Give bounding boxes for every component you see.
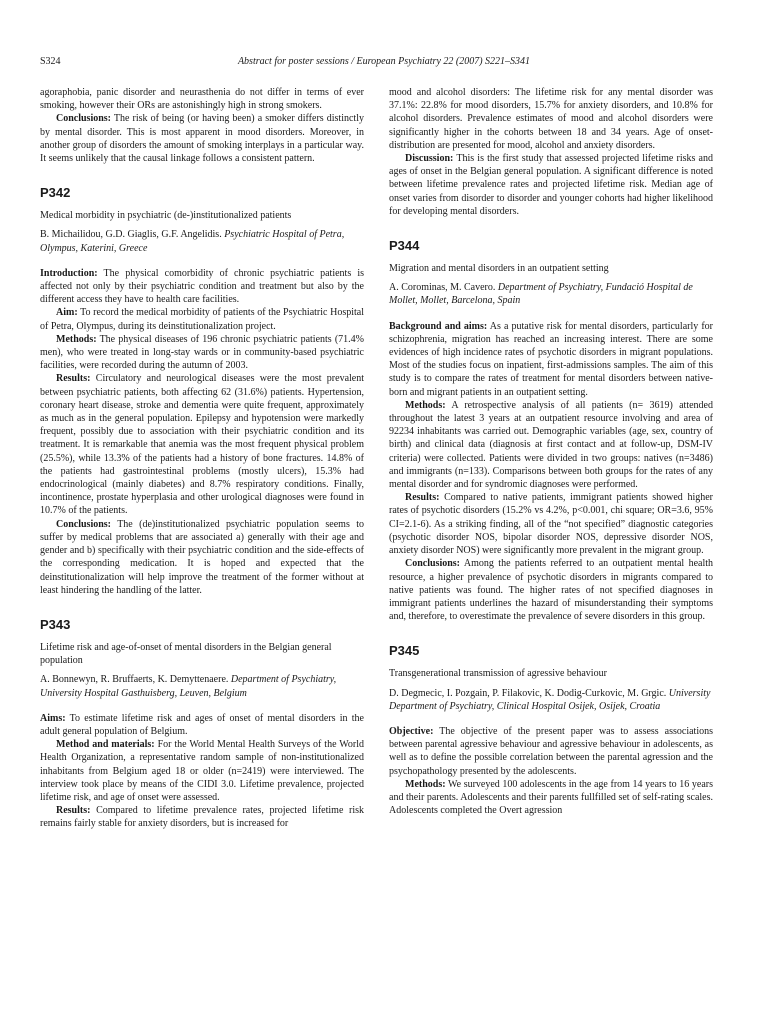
section-label: Methods: [56,333,97,345]
left-column [40,86,364,831]
section-text: The (de)institutionalized psychiatric population seems to suffer by medical problems that are associated a) generally with their age and gender and b) specifically with their psychiatric condition and the side-effects of the corresponding medication. It is hoped and expected that the deinstitutionalization will help improve the treatment of the former without at least hindering the handling of the latter. [40,518,364,596]
author-affiliation: Department of Psychiatry, University Hospital Gasthuisberg, Leuven, Belgium [40,674,337,699]
abstract-title: Transgenerational transmission of agressive behaviour [389,668,607,680]
running-header [40,56,728,70]
section-text: A retrospective analysis of all patients (n= 3619) attended throughout the latest 3 years at an outpatient resource involving and area of 92234 inhabitants was carried out. Demographic variables (age, sex, country of birth) and clinical data (diagnosis at first contact and at follow-up, DSM-IV criteria) were collected. Patients were divided in two groups: natives (n=3486) and immigrants (n=133). Comparisons between both groups for the rates of any mental disorder and for syndromic diagnoses were performed. [389,399,713,491]
methods-paragraph [40,738,364,804]
right-column [389,86,713,817]
section-text: The objective of the present paper was to assess associations between parental agressive behaviour and agressive behaviour in adolescents, as well as to define the possible correlation between the parental agression and the psychopathology presented by the adolescents. [389,725,713,777]
section-label: Conclusions: [56,518,112,530]
section-text: For the World Mental Health Surveys of the World Health Organization, a representative random sample of non-institutionalized inhabitants from Belgium aged 18 or older (n=2419) were interviewed. The interview took place by means of the CIDI 3.0. Lifetime prevalence, projected lifetime risk, and age of onset were assessed. [40,739,364,803]
author-affiliation: Department of Psychiatry, Fundació Hospital de Mollet, Mollet, Barcelona, Spain [389,282,693,307]
section-text: The risk of being (or having been) a smoker differs distinctly by mental disorder. This is most apparent in mood disorders. Moreover, in another group of disorders the amount of smoking interplays in a particular way. It seems unlikely that the causal linkage follows a consistent pattern. [40,113,364,165]
conclusions-paragraph [40,112,364,165]
results-paragraph [40,804,364,830]
section-label: Method and materials: [56,739,155,751]
section-text: This is the first study that assessed projected lifetime risks and ages of onset in the Belgian general population. A significant difference is noted between lifetime prevalence rates and projected lifetime risk. Median age of onset varies from disorder to disorder and younger cohorts had higher likelihood for developing mental disorders. [389,153,714,217]
section-label: Conclusions: [405,558,461,570]
section-label: Background and aims: [389,320,488,332]
section-text: We surveyed 100 adolescents in the age from 14 years to 16 years and their parents. Adolescents and their parents fullfilled set of self-rating scales. Adolescents completed the Overt agression [389,778,713,817]
objective-paragraph [389,725,713,778]
section-text: As a putative risk for mental disorders, particularly for schizophrenia, migration has reached an increasing interest. There are some evidences of high incidence rates of psychotic disorders in migrant populations. Most of the studies focus on inpatient, first-admissions samples. The aim of this study is to compare the rates of treatment for mental disorders between native-born and migrant patients in an outpatient setting. [389,320,713,398]
abstract-id-p344: P344 [389,238,420,254]
section-text: The physical diseases of 196 chronic psychiatric patients (71.4% men), who were treated in long-stay wards or in community-based psychiatric facilities, were recorded during the autumn of 2003. [40,333,365,372]
section-text: To record the medical morbidity of patients of the Psychiatric Hospital of Petra, Olympus, during its deinstitutionalization project. [40,307,364,332]
section-text: To estimate lifetime risk and ages of onset of mental disorders in the adult general population of Belgium. [40,712,364,737]
results-paragraph [389,491,713,557]
continued-paragraph: agoraphobia, panic disorder and neurasthenia do not differ in terms of ever smoking, however their ORs are astonishingly high in strong smokers. [40,87,364,112]
section-label: Conclusions: [56,113,112,125]
abstract-title: Lifetime risk and age-of-onset of mental disorders in the Belgian general population [40,641,332,667]
section-label: Aims: [40,712,66,724]
section-text: Compared to lifetime prevalence rates, projected lifetime risk remains fairly stable for anxiety disorders, but is increased for [40,805,365,830]
conclusions-paragraph [389,557,713,623]
section-text: Among the patients referred to an outpatient mental health resource, a higher prevalence of psychotic disorders in migrants compared to native patients was found. The higher rates of not specified diagnoses in immigrant patients underlines the hazard of misunderstanding their symptoms and, therefore, to overestimate the prevalence of severe disorders in this group. [389,558,714,623]
section-label: Introduction: [40,267,98,279]
section-label: Results: [56,805,91,817]
section-label: Aim: [56,307,78,319]
aims-paragraph [40,712,364,738]
section-label: Discussion: [405,153,454,165]
aim-paragraph [40,306,364,332]
abstract-authors [389,281,713,307]
author-names: A. Corominas, M. Cavero. [389,282,496,294]
abstract-id-p343: P343 [40,616,71,632]
section-label: Methods: [405,399,446,411]
section-label: Objective: [389,725,434,737]
methods-paragraph [389,778,713,818]
results-paragraph [40,372,364,517]
section-text: The physical comorbidity of chronic psychiatric patients is affected not only by their psychiatric condition and treatment but also by the different access they have to health care facilities. [40,267,364,306]
author-affiliation: Psychiatric Hospital of Petra, Olympus, Katerini, Greece [40,229,345,254]
author-names: D. Degmecic, I. Pozgain, P. Filakovic, K. Dodig-Curkovic, M. Grgic. [389,687,667,699]
abstract-authors [40,228,364,254]
section-label: Results: [405,492,440,504]
discussion-paragraph [389,152,713,218]
section-text: Circulatory and neurological diseases were the most prevalent between psychiatric patients, both affecting 62 (31.6%) patients. Hypertension, coronary heart disease, stroke and dementia were quite frequent, approximately as much as in the general population. Epilepsy and hypotension were markedly frequent, possibly due to association with their psychiatric condition and its treatment. It is remarkable that anemia was the most frequent physical problem (25.5%), while 13.3% of the patients had a history of bone fractures. 14.8% of the patients had gastrointestinal problems (mostly ulcers), 15.3% had endocrinological (mainly diabetes) and 8.7% respiratory conditions. Finally, incontinence, prostate hyperplasia and other urological diagnoses were found in 10.7% of the patients. [40,373,365,517]
abstract-authors [40,673,364,699]
section-text: Compared to native patients, immigrant patients showed higher rates of psychotic disorders (15.2% vs 4.2%, p<0.001, chi square; OR=3.6, 95% CI=2.1-6). As a striking finding, all of the “not specified” diagnostic categories (psychotic disorder NOS, bipolar disorder NOS, depressive disorder NOS, anxiety disorder NOS) were significantly more prevalent in the migrant group. [389,492,713,557]
methods-paragraph [389,399,713,491]
page-number: S324 [40,56,61,67]
abstract-title: Migration and mental disorders in an outpatient setting [389,263,609,275]
author-names: A. Bonnewyn, R. Bruffaerts, K. Demyttenaere. [40,674,229,686]
author-names: B. Michailidou, G.D. Giaglis, G.F. Angelidis. [40,229,222,241]
journal-citation: Abstract for poster sessions / European Psychiatry 22 (2007) S221–S341 [237,56,531,67]
section-label: Results: [56,373,91,385]
introduction-paragraph [40,267,364,307]
abstract-authors [389,687,713,713]
abstract-id-p345: P345 [389,643,420,659]
conclusions-paragraph [40,518,364,597]
abstract-id-p342: P342 [40,185,71,201]
continued-paragraph: mood and alcohol disorders: The lifetime risk for any mental disorder was 37.1%: 22.8% for mood disorders, 15.7% for anxiety disorders, and 10.8% for alcohol disorders. Prevalence estimates of mood and alcohol disorders were significantly higher in the cohorts between 18 and 34 years. Age of onset-distribution are presented for mood, alcohol and anxiety disorders. [389,87,713,151]
background-paragraph [389,320,713,399]
methods-paragraph [40,333,364,373]
abstract-title: Medical morbidity in psychiatric (de-)institutionalized patients [40,210,292,222]
author-affiliation: University Department of Psychiatry, Clinical Hospital Osijek, Osijek, Croatia [389,687,711,712]
section-label: Methods: [405,778,446,790]
